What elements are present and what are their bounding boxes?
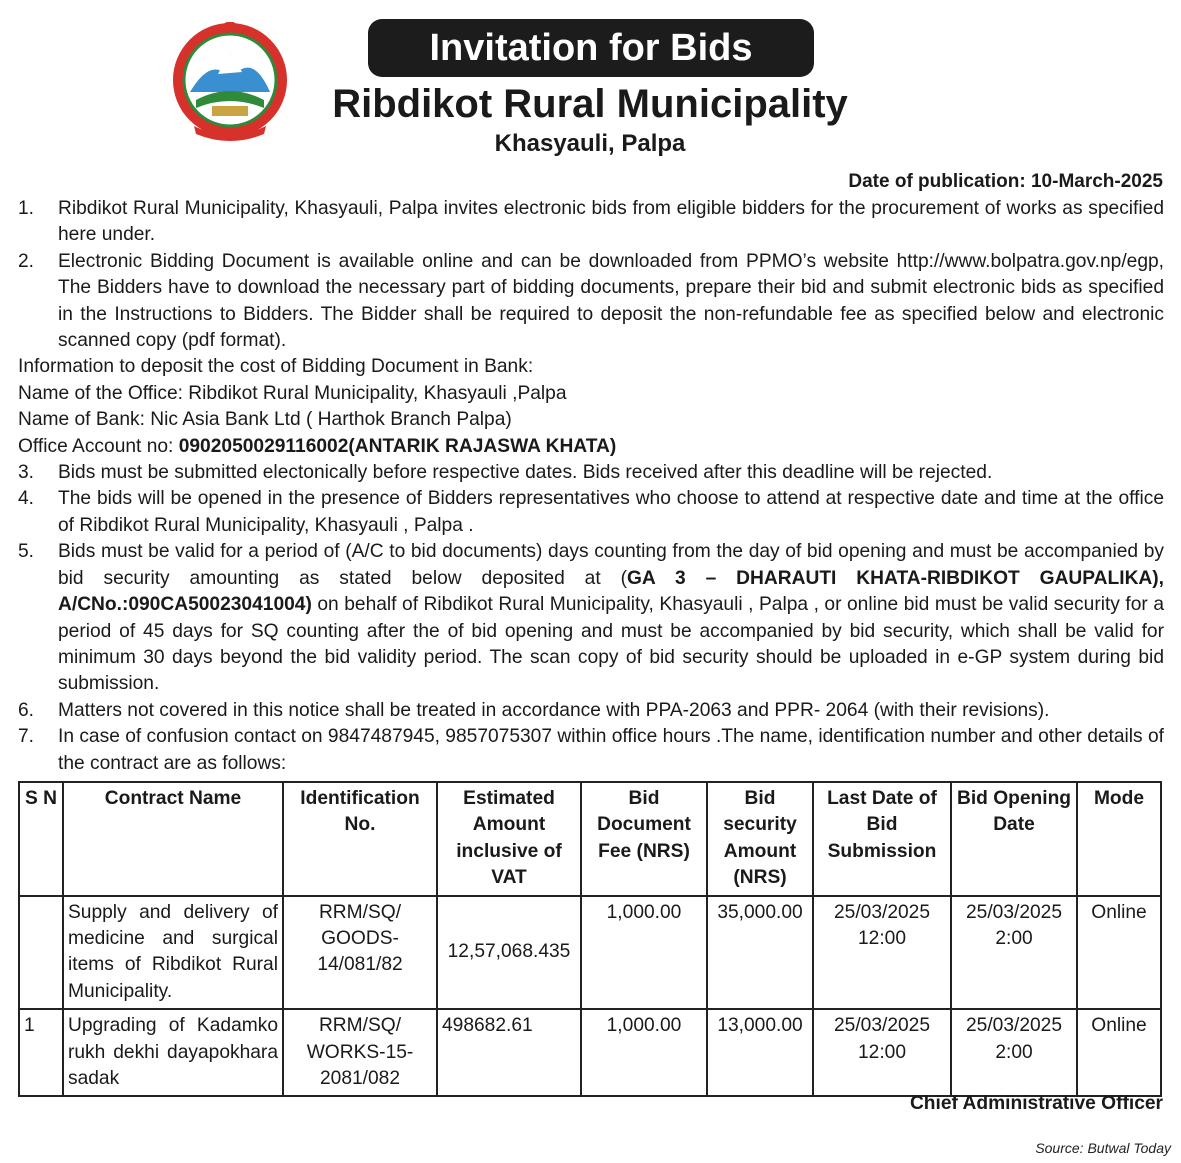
source-credit: Source: Butwal Today (1035, 1140, 1171, 1156)
nepal-emblem-icon (168, 22, 292, 142)
list-item: 4. The bids will be opened in the presence of Bidders representatives who choose to attend at respective date and time at the office of Ribdikot Rural Municipality, Khasyauli , Palpa . (18, 488, 1164, 536)
municipality-location: Khasyauli, Palpa (494, 130, 686, 157)
list-item: 3. Bids must be submitted electonically before respective dates. Bids received after this deadline will be rejected. (18, 462, 993, 484)
list-item: 6. Matters not covered in this notice shall be treated in accordance with PPA-2063 and PPR- 2064 (with their revisions). (18, 699, 1050, 721)
list-item: 5. Bids must be valid for a period of (A/C to bid documents) days counting from the day of bid opening and must be accompanied by bid security amounting as stated below deposited at (GA 3 – DHARAUTI KHATA-RIBDIKOT GAUPALIKA), A/CNo.:090CA50023041004) on behalf of Ribdikot Rural Municipality, Khasyauli , Palpa , or online bid must be valid security for a period of 45 days for SQ counting after the of bid opening and must be accompanied by bid security, which shall be valid for minimum 30 days beyond the bid validity period. The scan copy of bid security should be uploaded in e-GP system during bid submission. (18, 541, 1164, 695)
col-document-fee: Bid Document Fee (NRS) (581, 782, 707, 896)
municipality-name: Ribdikot Rural Municipality (332, 82, 848, 126)
col-last-date: Last Date of Bid Submission (813, 782, 951, 896)
col-opening-date: Bid Opening Date (951, 782, 1077, 896)
col-identification: Identification No. (283, 782, 437, 896)
table-row: Supply and delivery of medicine and surgical items of Ribdikot Rural Municipality. RRM/SQ/ GOODS-14/081/82 12,57,068.435 1,000.00 35,000.00 25/03/2025 12:00 25/03/2025 2:00 Online (19, 896, 1161, 1010)
notice-title: Invitation for Bids (368, 19, 814, 77)
col-mode: Mode (1077, 782, 1161, 896)
contract-table (18, 781, 1162, 1097)
publication-date: Date of publication: 10-March-2025 (848, 171, 1163, 192)
col-bid-security: Bid security Amount (NRS) (707, 782, 813, 896)
notice-body (18, 196, 1164, 777)
col-sn: S N (19, 782, 63, 896)
list-item: 1. Ribdikot Rural Municipality, Khasyauli, Palpa invites electronic bids from eligible bidders for the procurement of works as specified here under. (18, 198, 1164, 246)
signatory: Chief Administrative Officer (909, 1093, 1163, 1114)
list-item: 7. In case of confusion contact on 9847487945, 9857075307 within office hours .The name, identification number and other details of the contract are as follows: (18, 726, 1164, 774)
bank-name: Name of Bank: Nic Asia Bank Ltd ( Harthok Branch Palpa) (18, 409, 512, 431)
bank-office: Name of the Office: Ribdikot Rural Municipality, Khasyauli ,Palpa (18, 382, 567, 404)
bank-account: Office Account no: 0902050029116002(ANTARIK RAJASWA KHATA) (18, 435, 617, 457)
table-row: 1 Upgrading of Kadamko rukh dekhi dayapokhara sadak RRM/SQ/ WORKS-15-2081/082 498682.61 1,000.00 13,000.00 25/03/2025 12:00 25/03/2025 2:00 Online (19, 1009, 1161, 1096)
col-estimated-amount: Estimated Amount inclusive of VAT (437, 782, 581, 896)
col-contract-name: Contract Name (63, 782, 283, 896)
table-header-row (19, 782, 1161, 896)
bank-heading: Information to deposit the cost of Bidding Document in Bank: (18, 356, 534, 378)
list-item: 2. Electronic Bidding Document is available online and can be downloaded from PPMO’s website http://www.bolpatra.gov.np/egp, The Bidders have to download the necessary part of bidding documents, prepare their bid and submit electronic bids as specified in the Instructions to Bidders. The Bidder shall be required to deposit the non-refundable fee as specified below and electronic scanned copy (pdf format). (18, 250, 1164, 352)
